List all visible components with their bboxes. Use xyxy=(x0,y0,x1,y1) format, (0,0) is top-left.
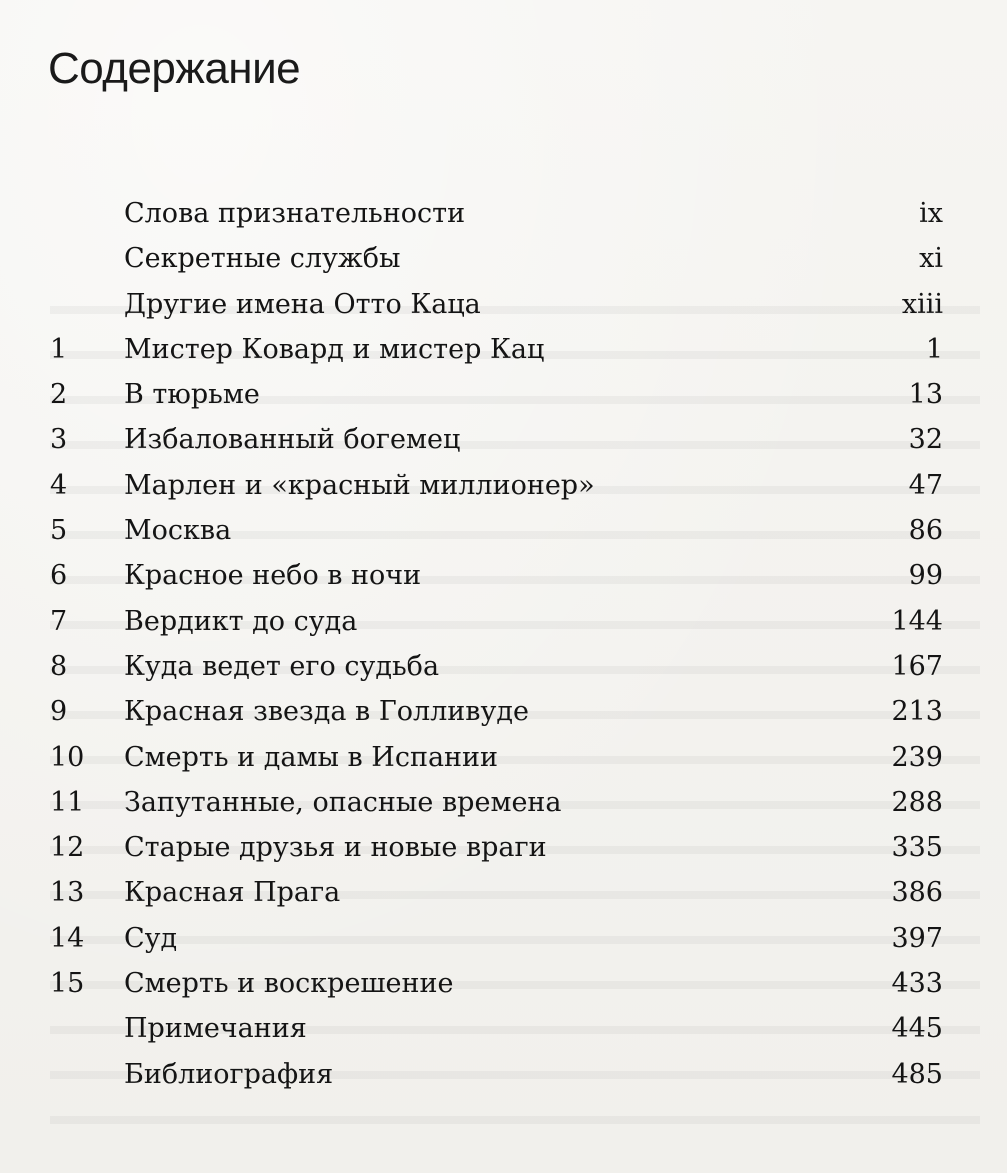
toc-entry xyxy=(0,417,1007,462)
chapter-title: Москва xyxy=(124,515,232,547)
toc-entry xyxy=(0,689,1007,734)
chapter-number: 12 xyxy=(50,832,85,864)
chapter-title: Запутанные, опасные времена xyxy=(124,786,562,818)
chapter-number: 6 xyxy=(50,560,68,592)
chapter-title: Красная звезда в Голливуде xyxy=(124,696,529,728)
toc-entry xyxy=(0,282,1007,327)
chapter-title: Красное небо в ночи xyxy=(124,560,422,592)
chapter-number: 1 xyxy=(50,333,68,365)
page-number: ix xyxy=(919,198,943,229)
chapter-title: Смерть и дамы в Испании xyxy=(124,741,499,773)
toc-entry xyxy=(0,327,1007,372)
page-number: 445 xyxy=(891,1013,943,1045)
chapter-number: 8 xyxy=(50,650,68,682)
chapter-title: Старые друзья и новые враги xyxy=(124,832,547,864)
chapter-title: В тюрьме xyxy=(124,379,260,411)
chapter-number: 5 xyxy=(50,515,68,547)
page-number: 397 xyxy=(891,922,943,954)
page-title: Содержание xyxy=(48,44,301,93)
chapter-title: Секретные службы xyxy=(124,243,401,275)
page-number: 32 xyxy=(908,424,943,456)
toc-entry xyxy=(0,870,1007,915)
toc-entry xyxy=(0,961,1007,1006)
toc-entry xyxy=(0,553,1007,598)
toc-entry xyxy=(0,735,1007,780)
chapter-title: Красная Прага xyxy=(124,877,341,909)
toc-entry xyxy=(0,508,1007,553)
chapter-number: 3 xyxy=(50,424,68,456)
page-number: 485 xyxy=(891,1058,943,1090)
page-number: 1 xyxy=(925,333,943,365)
toc-entry xyxy=(0,372,1007,417)
page-number: 386 xyxy=(891,877,943,909)
chapter-number: 13 xyxy=(50,877,85,909)
chapter-title: Куда ведет его судьба xyxy=(124,650,440,682)
chapter-number: 11 xyxy=(50,786,85,818)
toc-entry xyxy=(0,825,1007,870)
page-number: 288 xyxy=(891,786,943,818)
chapter-title: Мистер Ковард и мистер Кац xyxy=(124,333,545,365)
chapter-title: Слова признательности xyxy=(124,198,466,229)
toc-entry xyxy=(0,1052,1007,1097)
chapter-number: 10 xyxy=(50,741,85,773)
toc-entry xyxy=(0,599,1007,644)
table-of-contents xyxy=(0,191,1007,1097)
chapter-number: 14 xyxy=(50,922,85,954)
page-number: 144 xyxy=(891,605,943,637)
chapter-number: 2 xyxy=(50,379,68,411)
toc-entry xyxy=(0,191,1007,236)
toc-entry xyxy=(0,644,1007,689)
chapter-title: Смерть и воскрешение xyxy=(124,968,454,1000)
chapter-title: Библиография xyxy=(124,1058,334,1090)
chapter-title: Избалованный богемец xyxy=(124,424,461,456)
chapter-title: Суд xyxy=(124,922,178,954)
page-number: 335 xyxy=(891,832,943,864)
chapter-title: Вердикт до суда xyxy=(124,605,358,637)
page-number: 86 xyxy=(908,515,943,547)
page-number: xi xyxy=(919,243,943,275)
page-number: 239 xyxy=(891,741,943,773)
toc-entry xyxy=(0,236,1007,281)
chapter-number: 15 xyxy=(50,968,85,1000)
page-number: 13 xyxy=(908,379,943,411)
toc-entry xyxy=(0,916,1007,961)
toc-entry xyxy=(0,463,1007,508)
page-number: 47 xyxy=(908,469,943,501)
page-number: 213 xyxy=(891,696,943,728)
toc-entry xyxy=(0,780,1007,825)
page-number: xiii xyxy=(901,288,943,320)
page-number: 99 xyxy=(908,560,943,592)
page-number: 433 xyxy=(891,968,943,1000)
toc-entry xyxy=(0,1006,1007,1051)
chapter-title: Другие имена Отто Каца xyxy=(124,288,481,320)
chapter-number: 4 xyxy=(50,469,68,501)
chapter-number: 7 xyxy=(50,605,68,637)
chapter-title: Примечания xyxy=(124,1013,307,1045)
page-number: 167 xyxy=(891,650,943,682)
chapter-title: Марлен и «красный миллионер» xyxy=(124,469,595,501)
chapter-number: 9 xyxy=(50,696,68,728)
